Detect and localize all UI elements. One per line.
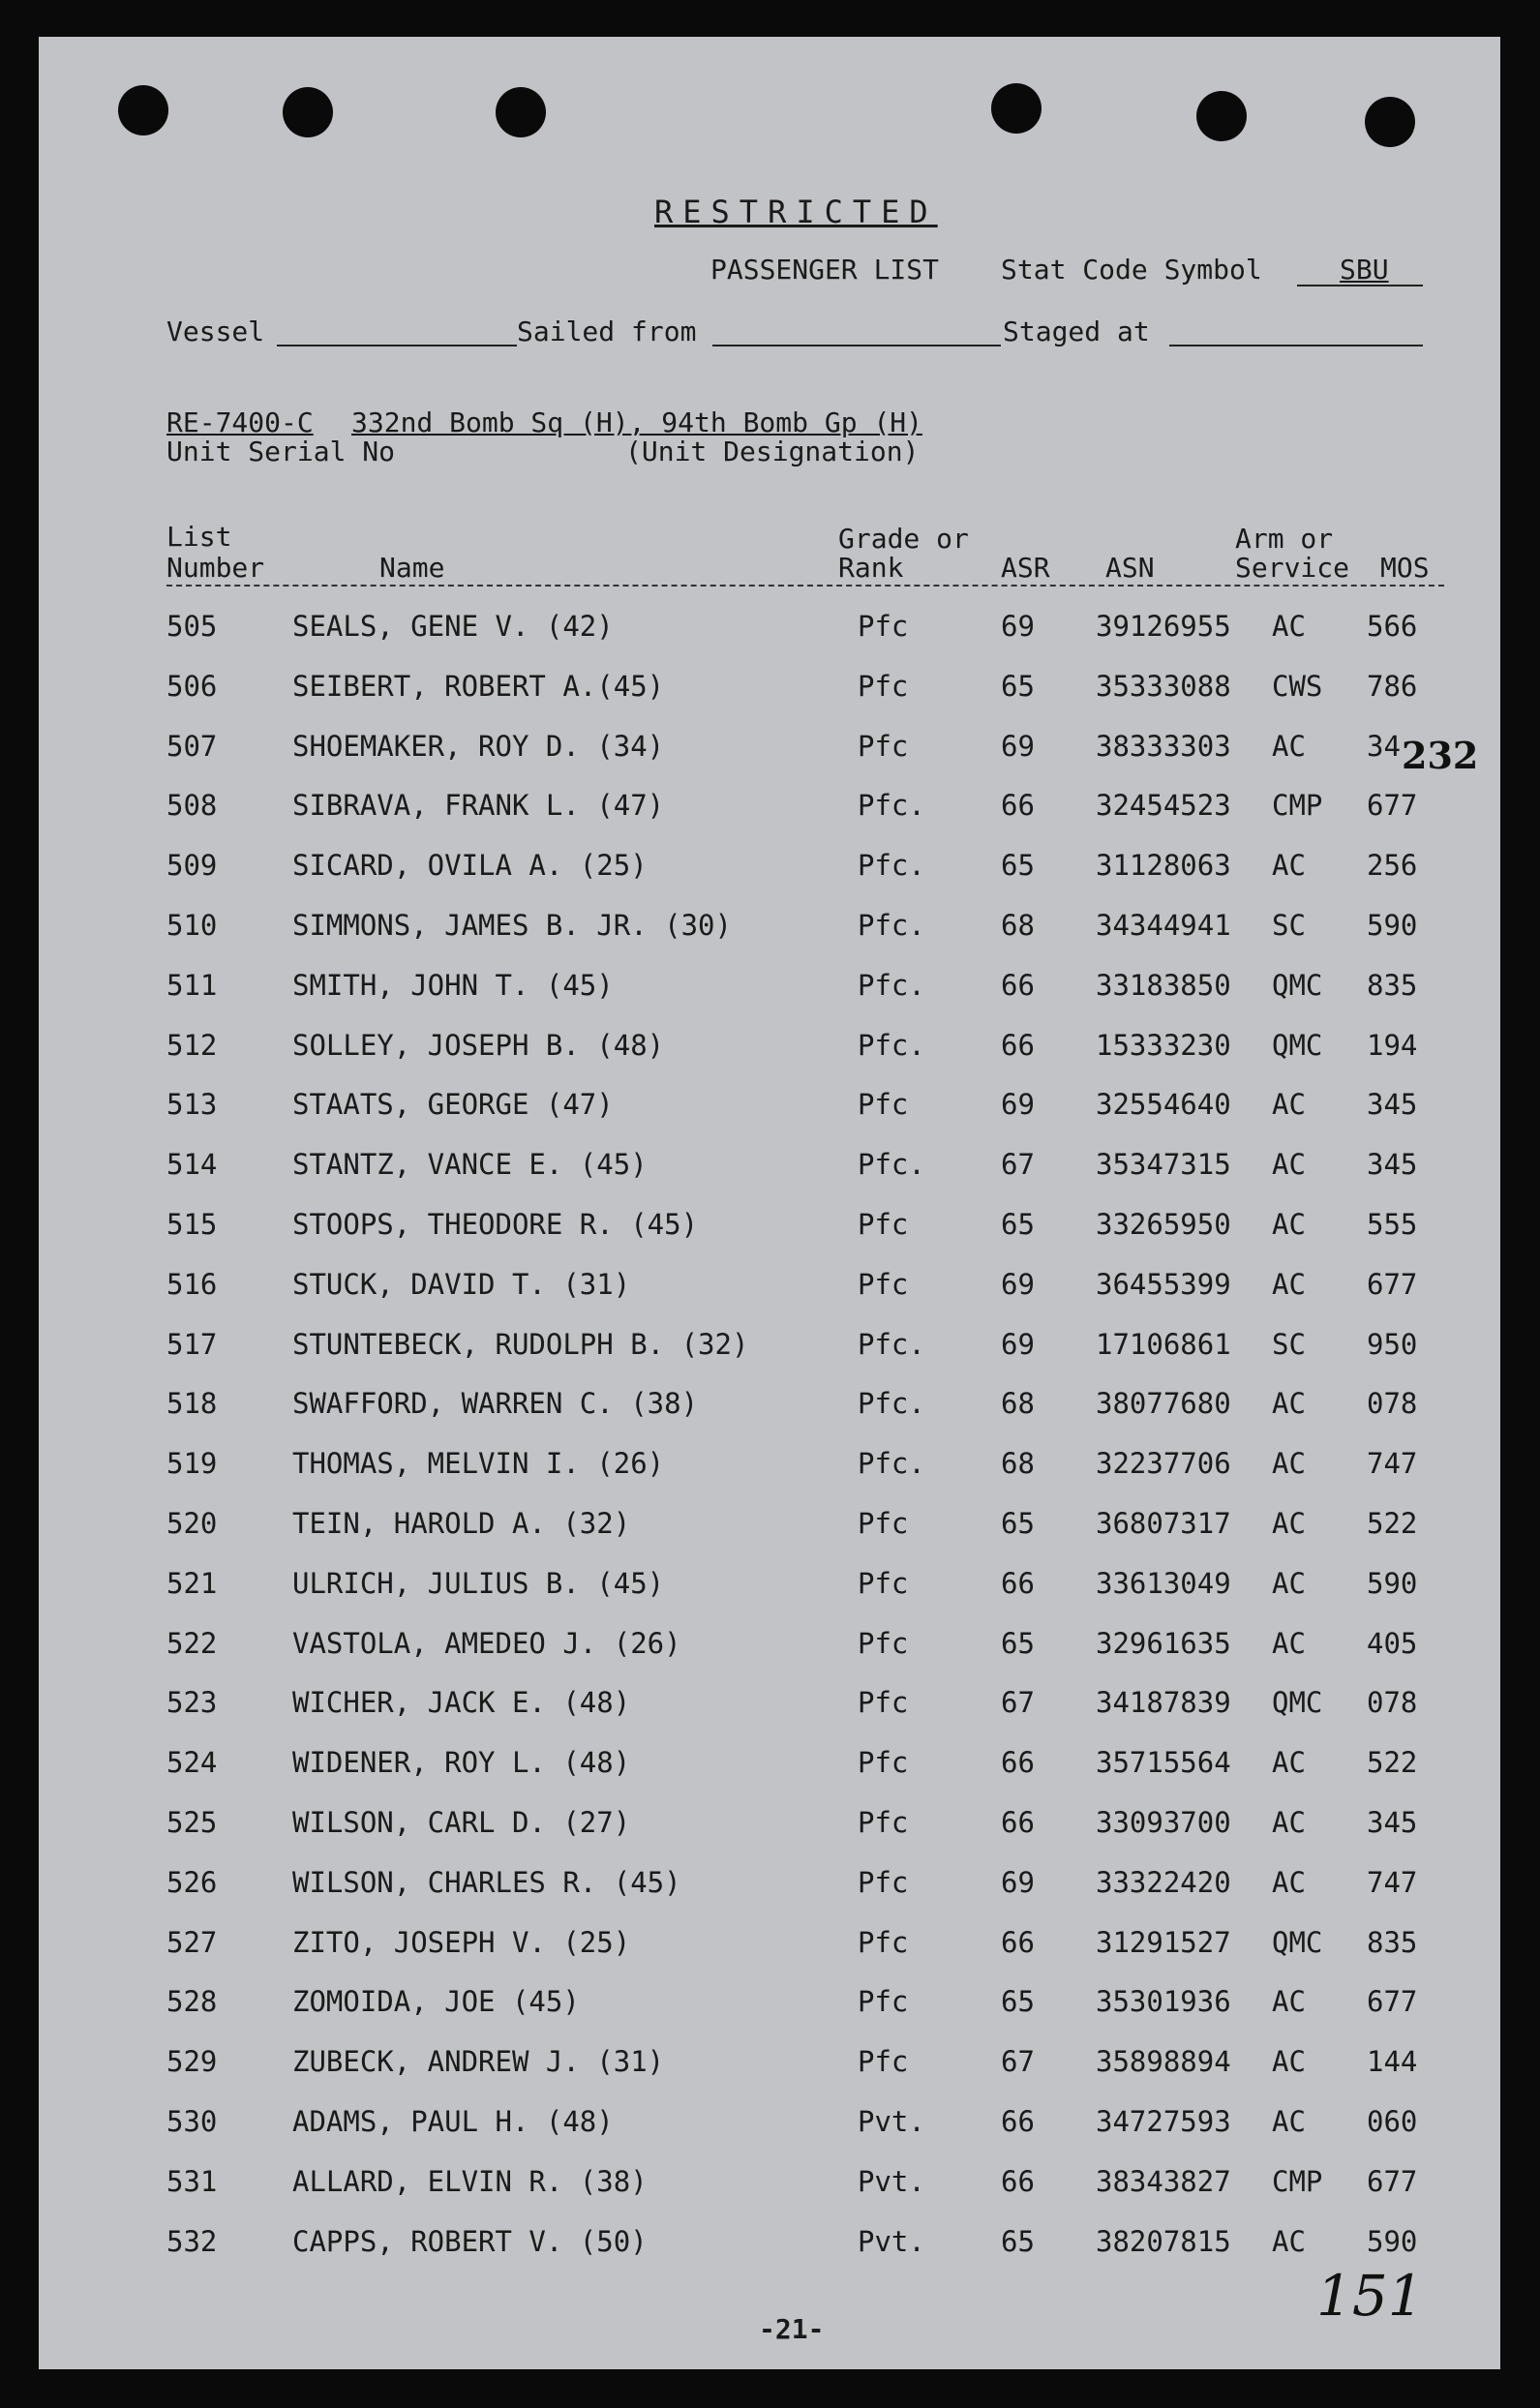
row-name: ADAMS, PAUL H. (48) xyxy=(292,2105,614,2138)
row-asr: 65 xyxy=(1001,1626,1035,1660)
row-name: ZUBECK, ANDREW J. (31) xyxy=(292,2045,665,2079)
row-mos: 194 xyxy=(1367,1028,1418,1062)
punch-hole xyxy=(496,87,546,137)
table-row xyxy=(39,1806,1500,1852)
row-mos: 677 xyxy=(1367,1985,1418,2019)
row-list-number: 516 xyxy=(166,1267,218,1301)
row-mos: 747 xyxy=(1367,1865,1418,1899)
col-grade-top: Grade or xyxy=(838,523,969,555)
row-arm: AC xyxy=(1272,2224,1306,2258)
table-row xyxy=(39,1985,1500,2032)
row-name: STANTZ, VANCE E. (45) xyxy=(292,1148,648,1182)
row-asr: 65 xyxy=(1001,1507,1035,1540)
row-grade: Pvt. xyxy=(858,2224,925,2258)
row-mos: 590 xyxy=(1367,909,1418,942)
stat-code-label: Stat Code Symbol xyxy=(1001,254,1262,286)
row-asn: 35301936 xyxy=(1096,1985,1231,2019)
row-name: ZOMOIDA, JOE (45) xyxy=(292,1985,580,2019)
row-mos: 835 xyxy=(1367,968,1418,1002)
row-name: WIDENER, ROY L. (48) xyxy=(292,1746,631,1780)
row-asr: 69 xyxy=(1001,1088,1035,1122)
row-list-number: 514 xyxy=(166,1148,218,1182)
row-mos: 522 xyxy=(1367,1746,1418,1780)
table-row xyxy=(39,610,1500,656)
passenger-list-label: PASSENGER LIST xyxy=(710,254,940,286)
row-grade: Pfc xyxy=(858,1208,909,1241)
row-mos: 405 xyxy=(1367,1626,1418,1660)
row-list-number: 528 xyxy=(166,1985,218,2019)
table-row xyxy=(39,1627,1500,1673)
row-arm: AC xyxy=(1272,1447,1306,1481)
row-arm: SC xyxy=(1272,1327,1306,1361)
row-grade: Pvt. xyxy=(858,2105,925,2138)
row-list-number: 519 xyxy=(166,1447,218,1481)
row-list-number: 513 xyxy=(166,1088,218,1122)
row-asn: 39126955 xyxy=(1096,610,1231,643)
table-row xyxy=(39,1866,1500,1912)
row-grade: Pfc xyxy=(858,1865,909,1899)
row-mos: 590 xyxy=(1367,1566,1418,1600)
row-name: SMITH, JOHN T. (45) xyxy=(292,968,614,1002)
row-asn: 17106861 xyxy=(1096,1327,1231,1361)
row-asn: 35898894 xyxy=(1096,2045,1231,2079)
row-name: ALLARD, ELVIN R. (38) xyxy=(292,2164,648,2198)
table-row xyxy=(39,1148,1500,1194)
row-grade: Pfc. xyxy=(858,789,925,823)
row-mos: 747 xyxy=(1367,1447,1418,1481)
table-row xyxy=(39,1208,1500,1254)
row-asr: 65 xyxy=(1001,669,1035,703)
row-arm: CWS xyxy=(1272,669,1323,703)
table-row xyxy=(39,969,1500,1015)
row-list-number: 524 xyxy=(166,1746,218,1780)
row-list-number: 525 xyxy=(166,1806,218,1839)
row-asr: 66 xyxy=(1001,1806,1035,1839)
row-asn: 34344941 xyxy=(1096,909,1231,942)
row-mos: 950 xyxy=(1367,1327,1418,1361)
row-name: STOOPS, THEODORE R. (45) xyxy=(292,1208,699,1241)
row-grade: Pfc xyxy=(858,2045,909,2079)
row-arm: AC xyxy=(1272,1985,1306,2019)
row-grade: Pfc xyxy=(858,1566,909,1600)
row-grade: Pfc. xyxy=(858,1387,925,1421)
row-grade: Pfc xyxy=(858,1925,909,1959)
row-arm: AC xyxy=(1272,1148,1306,1182)
row-list-number: 507 xyxy=(166,729,218,763)
row-grade: Pfc xyxy=(858,1267,909,1301)
row-list-number: 511 xyxy=(166,968,218,1002)
row-arm: CMP xyxy=(1272,789,1323,823)
row-name: SIBRAVA, FRANK L. (47) xyxy=(292,789,665,823)
row-asr: 69 xyxy=(1001,1267,1035,1301)
row-name: SHOEMAKER, ROY D. (34) xyxy=(292,729,665,763)
row-list-number: 521 xyxy=(166,1566,218,1600)
row-arm: QMC xyxy=(1272,1028,1323,1062)
row-grade: Pfc. xyxy=(858,1028,925,1062)
row-asn: 35347315 xyxy=(1096,1148,1231,1182)
row-name: SICARD, OVILA A. (25) xyxy=(292,849,648,883)
row-list-number: 517 xyxy=(166,1327,218,1361)
row-asn: 35333088 xyxy=(1096,669,1231,703)
row-grade: Pfc xyxy=(858,1626,909,1660)
col-asr: ASR xyxy=(1001,552,1050,584)
row-asr: 67 xyxy=(1001,1148,1035,1182)
table-row xyxy=(39,2165,1500,2212)
row-arm: AC xyxy=(1272,1387,1306,1421)
row-arm: AC xyxy=(1272,1088,1306,1122)
row-arm: AC xyxy=(1272,1806,1306,1839)
row-asr: 67 xyxy=(1001,2045,1035,2079)
row-asn: 34187839 xyxy=(1096,1686,1231,1720)
row-name: STUCK, DAVID T. (31) xyxy=(292,1267,631,1301)
row-grade: Pfc xyxy=(858,1686,909,1720)
row-name: VASTOLA, AMEDEO J. (26) xyxy=(292,1626,681,1660)
row-list-number: 515 xyxy=(166,1208,218,1241)
row-asr: 66 xyxy=(1001,968,1035,1002)
row-asr: 66 xyxy=(1001,1566,1035,1600)
row-asr: 66 xyxy=(1001,2105,1035,2138)
row-grade: Pfc xyxy=(858,1985,909,2019)
row-asr: 68 xyxy=(1001,1447,1035,1481)
row-name: SEIBERT, ROBERT A.(45) xyxy=(292,669,665,703)
row-asn: 34727593 xyxy=(1096,2105,1231,2138)
col-arm-top: Arm or xyxy=(1235,523,1334,555)
row-asr: 65 xyxy=(1001,1208,1035,1241)
row-asn: 33322420 xyxy=(1096,1865,1231,1899)
row-name: ZITO, JOSEPH V. (25) xyxy=(292,1925,631,1959)
sailed-from-blank xyxy=(712,345,1001,346)
row-list-number: 526 xyxy=(166,1865,218,1899)
row-arm: AC xyxy=(1272,1566,1306,1600)
row-mos: 345 xyxy=(1367,1088,1418,1122)
table-row xyxy=(39,730,1500,776)
row-asr: 65 xyxy=(1001,849,1035,883)
row-arm: QMC xyxy=(1272,968,1323,1002)
row-asn: 32237706 xyxy=(1096,1447,1231,1481)
table-row xyxy=(39,909,1500,955)
row-asr: 67 xyxy=(1001,1686,1035,1720)
stamp-number: 232 xyxy=(1402,734,1479,777)
table-row xyxy=(39,2045,1500,2092)
row-grade: Pfc xyxy=(858,610,909,643)
unit-serial-label: Unit Serial No xyxy=(166,436,396,467)
row-asr: 66 xyxy=(1001,1746,1035,1780)
row-asn: 35715564 xyxy=(1096,1746,1231,1780)
row-arm: QMC xyxy=(1272,1686,1323,1720)
row-list-number: 522 xyxy=(166,1626,218,1660)
row-mos: 144 xyxy=(1367,2045,1418,2079)
sailed-from-label: Sailed from xyxy=(517,316,697,347)
row-name: ULRICH, JULIUS B. (45) xyxy=(292,1566,665,1600)
row-asr: 66 xyxy=(1001,1028,1035,1062)
punch-hole xyxy=(1365,97,1415,147)
row-list-number: 510 xyxy=(166,909,218,942)
table-row xyxy=(39,2105,1500,2152)
row-arm: AC xyxy=(1272,1865,1306,1899)
row-list-number: 531 xyxy=(166,2164,218,2198)
row-mos: 835 xyxy=(1367,1925,1418,1959)
row-name: SOLLEY, JOSEPH B. (48) xyxy=(292,1028,665,1062)
row-asn: 15333230 xyxy=(1096,1028,1231,1062)
row-asn: 33265950 xyxy=(1096,1208,1231,1241)
row-mos: 345 xyxy=(1367,1806,1418,1839)
row-list-number: 508 xyxy=(166,789,218,823)
unit-designation-label: (Unit Designation) xyxy=(625,436,920,467)
table-row xyxy=(39,1507,1500,1553)
row-asr: 65 xyxy=(1001,1985,1035,2019)
row-list-number: 512 xyxy=(166,1028,218,1062)
row-asn: 33183850 xyxy=(1096,968,1231,1002)
row-asn: 36807317 xyxy=(1096,1507,1231,1540)
punch-hole xyxy=(1196,91,1247,141)
page-number: -21- xyxy=(759,2313,825,2345)
row-list-number: 509 xyxy=(166,849,218,883)
row-asr: 69 xyxy=(1001,729,1035,763)
row-asr: 66 xyxy=(1001,1925,1035,1959)
row-asn: 32554640 xyxy=(1096,1088,1231,1122)
table-row xyxy=(39,2225,1500,2272)
row-arm: AC xyxy=(1272,1626,1306,1660)
table-row xyxy=(39,1746,1500,1792)
stat-code-underline xyxy=(1297,285,1423,286)
row-grade: Pfc. xyxy=(858,1447,925,1481)
row-name: SEALS, GENE V. (42) xyxy=(292,610,614,643)
row-list-number: 505 xyxy=(166,610,218,643)
row-asn: 33093700 xyxy=(1096,1806,1231,1839)
row-arm: QMC xyxy=(1272,1925,1323,1959)
unit-serial: RE-7400-C xyxy=(166,406,314,438)
punch-hole xyxy=(991,83,1042,134)
row-mos: 078 xyxy=(1367,1686,1418,1720)
row-mos: 590 xyxy=(1367,2224,1418,2258)
row-mos: 677 xyxy=(1367,789,1418,823)
col-mos: MOS xyxy=(1380,552,1430,584)
table-row xyxy=(39,1686,1500,1732)
row-asn: 31291527 xyxy=(1096,1925,1231,1959)
vessel-blank xyxy=(277,345,517,346)
row-grade: Pfc xyxy=(858,1507,909,1540)
row-grade: Pfc. xyxy=(858,1148,925,1182)
col-arm: Service xyxy=(1235,552,1350,584)
table-row xyxy=(39,670,1500,716)
row-asn: 36455399 xyxy=(1096,1267,1231,1301)
row-list-number: 523 xyxy=(166,1686,218,1720)
row-grade: Pvt. xyxy=(858,2164,925,2198)
row-list-number: 529 xyxy=(166,2045,218,2079)
table-row xyxy=(39,1328,1500,1374)
row-list-number: 530 xyxy=(166,2105,218,2138)
table-row xyxy=(39,1268,1500,1314)
row-grade: Pfc xyxy=(858,669,909,703)
staged-at-label: Staged at xyxy=(1003,316,1150,347)
unit-designation: 332nd Bomb Sq (H), 94th Bomb Gp (H) xyxy=(351,406,923,438)
document-page xyxy=(39,37,1500,2369)
row-grade: Pfc xyxy=(858,729,909,763)
row-grade: Pfc. xyxy=(858,909,925,942)
row-asr: 68 xyxy=(1001,909,1035,942)
row-asr: 69 xyxy=(1001,610,1035,643)
row-arm: AC xyxy=(1272,1208,1306,1241)
row-grade: Pfc xyxy=(858,1806,909,1839)
row-mos: 522 xyxy=(1367,1507,1418,1540)
row-asr: 68 xyxy=(1001,1387,1035,1421)
row-grade: Pfc. xyxy=(858,968,925,1002)
table-row xyxy=(39,849,1500,895)
row-name: STAATS, GEORGE (47) xyxy=(292,1088,614,1122)
row-asn: 32454523 xyxy=(1096,789,1231,823)
row-arm: SC xyxy=(1272,909,1306,942)
col-grade: Rank xyxy=(838,552,904,584)
row-arm: AC xyxy=(1272,2045,1306,2079)
row-list-number: 532 xyxy=(166,2224,218,2258)
col-list-number: Number xyxy=(166,552,265,584)
row-mos: 345 xyxy=(1367,1148,1418,1182)
row-asn: 38343827 xyxy=(1096,2164,1231,2198)
row-mos: 677 xyxy=(1367,1267,1418,1301)
row-name: WILSON, CHARLES R. (45) xyxy=(292,1865,681,1899)
table-row xyxy=(39,1029,1500,1075)
table-row xyxy=(39,1926,1500,1972)
row-asr: 65 xyxy=(1001,2224,1035,2258)
row-list-number: 520 xyxy=(166,1507,218,1540)
row-asn: 33613049 xyxy=(1096,1566,1231,1600)
row-arm: AC xyxy=(1272,729,1306,763)
row-mos: 566 xyxy=(1367,610,1418,643)
row-name: SWAFFORD, WARREN C. (38) xyxy=(292,1387,699,1421)
row-asn: 38333303 xyxy=(1096,729,1231,763)
row-name: STUNTEBECK, RUDOLPH B. (32) xyxy=(292,1327,749,1361)
table-row xyxy=(39,1387,1500,1433)
row-asr: 66 xyxy=(1001,789,1035,823)
row-mos: 060 xyxy=(1367,2105,1418,2138)
col-list-number-top: List xyxy=(166,521,232,553)
row-name: CAPPS, ROBERT V. (50) xyxy=(292,2224,648,2258)
row-name: WILSON, CARL D. (27) xyxy=(292,1806,631,1839)
row-asn: 31128063 xyxy=(1096,849,1231,883)
row-arm: AC xyxy=(1272,610,1306,643)
document-title: RESTRICTED xyxy=(654,194,938,230)
punch-hole xyxy=(283,87,333,137)
row-asn: 38207815 xyxy=(1096,2224,1231,2258)
row-mos: 34 xyxy=(1367,729,1401,763)
table-row xyxy=(39,1567,1500,1613)
row-mos: 555 xyxy=(1367,1208,1418,1241)
row-arm: CMP xyxy=(1272,2164,1323,2198)
row-mos: 078 xyxy=(1367,1387,1418,1421)
row-asn: 38077680 xyxy=(1096,1387,1231,1421)
row-arm: AC xyxy=(1272,1507,1306,1540)
row-name: THOMAS, MELVIN I. (26) xyxy=(292,1447,665,1481)
row-arm: AC xyxy=(1272,849,1306,883)
table-row xyxy=(39,1088,1500,1134)
table-row xyxy=(39,789,1500,835)
row-mos: 677 xyxy=(1367,2164,1418,2198)
row-name: SIMMONS, JAMES B. JR. (30) xyxy=(292,909,732,942)
col-asn: ASN xyxy=(1105,552,1155,584)
col-name: Name xyxy=(379,552,445,584)
row-grade: Pfc xyxy=(858,1746,909,1780)
row-asn: 32961635 xyxy=(1096,1626,1231,1660)
row-grade: Pfc. xyxy=(858,1327,925,1361)
table-row xyxy=(39,1447,1500,1493)
row-arm: AC xyxy=(1272,1746,1306,1780)
row-name: WICHER, JACK E. (48) xyxy=(292,1686,631,1720)
row-list-number: 518 xyxy=(166,1387,218,1421)
row-mos: 256 xyxy=(1367,849,1418,883)
row-arm: AC xyxy=(1272,1267,1306,1301)
row-grade: Pfc. xyxy=(858,849,925,883)
row-list-number: 527 xyxy=(166,1925,218,1959)
row-asr: 69 xyxy=(1001,1327,1035,1361)
row-grade: Pfc xyxy=(858,1088,909,1122)
punch-hole xyxy=(118,85,168,135)
row-asr: 66 xyxy=(1001,2164,1035,2198)
row-mos: 786 xyxy=(1367,669,1418,703)
header-underline xyxy=(166,585,1444,587)
row-asr: 69 xyxy=(1001,1865,1035,1899)
row-name: TEIN, HAROLD A. (32) xyxy=(292,1507,631,1540)
row-list-number: 506 xyxy=(166,669,218,703)
staged-at-blank xyxy=(1169,345,1423,346)
row-arm: AC xyxy=(1272,2105,1306,2138)
handwritten-number: 151 xyxy=(1316,2263,1424,2329)
stat-code-value: SBU xyxy=(1340,254,1389,286)
vessel-label: Vessel xyxy=(166,316,265,347)
